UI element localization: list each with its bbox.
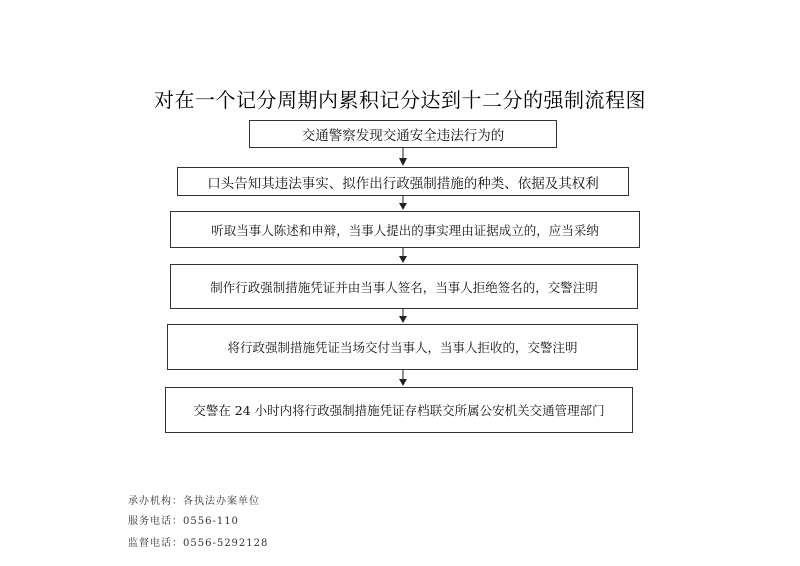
flow-step-6-label: 交警在 24 小时内将行政强制措施凭证存档联交所属公安机关交通管理部门 xyxy=(193,403,605,418)
flow-step-2 xyxy=(177,167,629,196)
arrow-2-3-head xyxy=(399,203,407,210)
arrow-5-6-head xyxy=(399,379,407,386)
arrow-1-2-head xyxy=(399,158,407,166)
flow-step-3 xyxy=(170,211,640,248)
arrow-3-4-head xyxy=(399,256,407,263)
flow-step-5-label: 将行政强制措施凭证当场交付当事人，当事人拒收的，交警注明 xyxy=(227,340,578,355)
page-title: 对在一个记分周期内累积记分达到十二分的强制流程图 xyxy=(154,88,646,112)
flow-step-6 xyxy=(165,387,633,433)
flow-step-1 xyxy=(249,120,557,148)
organizer-text: 承办机构：各执法办案单位 xyxy=(128,496,260,507)
supervision-phone-text: 监督电话：0556-5292128 xyxy=(128,538,269,549)
flow-step-4-label: 制作行政强制措施凭证并由当事人签名，当事人拒绝签名的，交警注明 xyxy=(210,279,598,295)
flow-step-2-label: 口头告知其违法事实、拟作出行政强制措施的种类、依据及其权利 xyxy=(207,175,599,192)
flow-step-5 xyxy=(167,324,638,370)
flow-step-3-label: 听取当事人陈述和申辩，当事人提出的事实理由证据成立的，应当采纳 xyxy=(211,222,599,238)
flow-step-4 xyxy=(170,264,638,309)
service-phone-text: 服务电话：0556-110 xyxy=(128,516,239,527)
flow-step-1-label: 交通警察发现交通安全违法行为的 xyxy=(301,128,505,144)
arrow-4-5-head xyxy=(399,316,407,323)
